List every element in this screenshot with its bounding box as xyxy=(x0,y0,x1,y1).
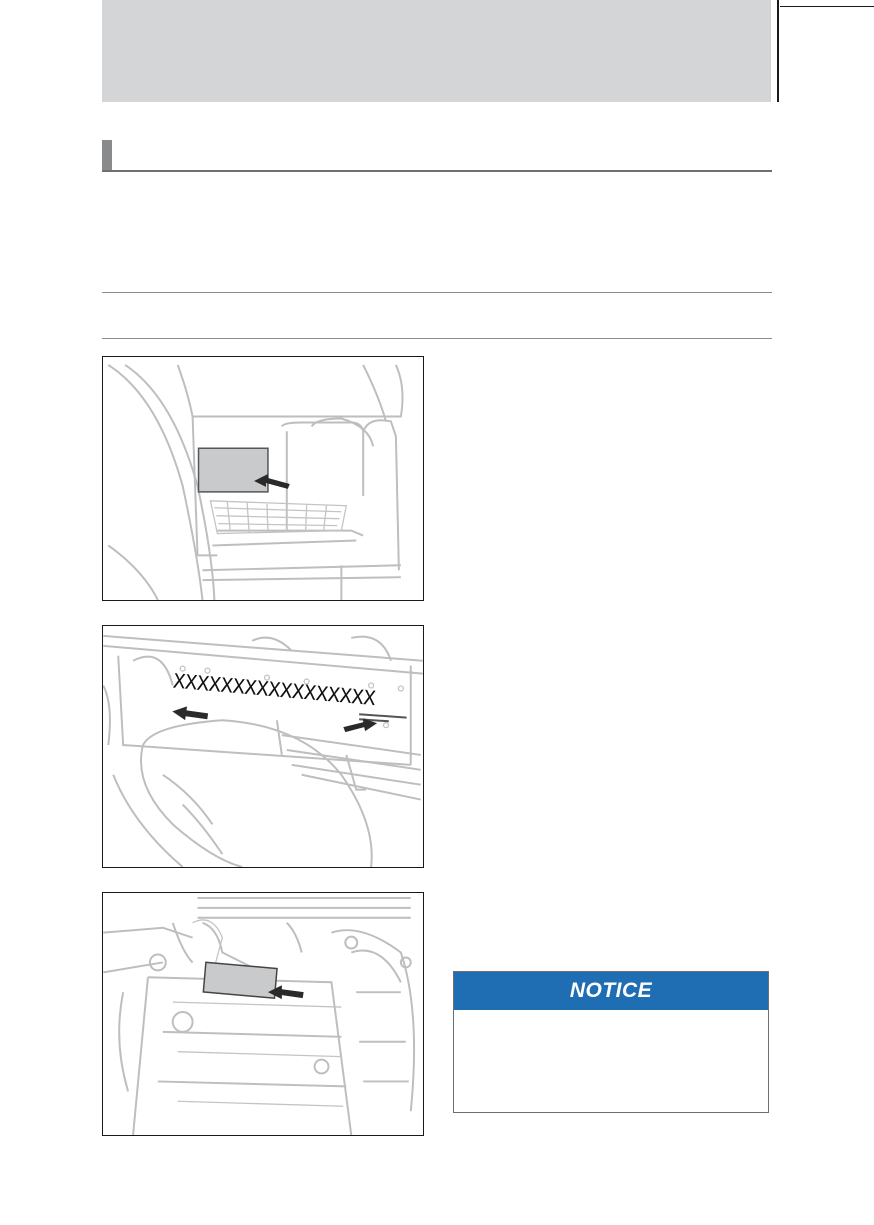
section-marker xyxy=(102,140,112,172)
notice-heading: NOTICE xyxy=(454,972,768,1010)
notice-box xyxy=(453,971,769,1113)
notice-body xyxy=(454,1010,768,1030)
crop-mark-vertical xyxy=(777,0,779,102)
page-header-band xyxy=(102,0,771,102)
identification-plate xyxy=(203,962,277,998)
figure-transmission-plate xyxy=(102,892,424,1136)
table-rule-bottom xyxy=(102,338,772,339)
arrow-icon xyxy=(171,704,208,723)
figure-frame-vin xyxy=(102,625,424,868)
table-rule-top xyxy=(102,292,772,293)
vin-stamp: XXXXXXXXXXXXXXXXX xyxy=(172,669,377,711)
section-title-rule xyxy=(102,170,772,172)
frame-vin-illustration xyxy=(103,626,423,867)
step-label-illustration xyxy=(103,357,423,600)
crop-mark-horizontal xyxy=(780,6,874,7)
transmission-plate-illustration xyxy=(103,893,423,1135)
figure-step-label xyxy=(102,356,424,601)
label-plate xyxy=(199,448,268,492)
